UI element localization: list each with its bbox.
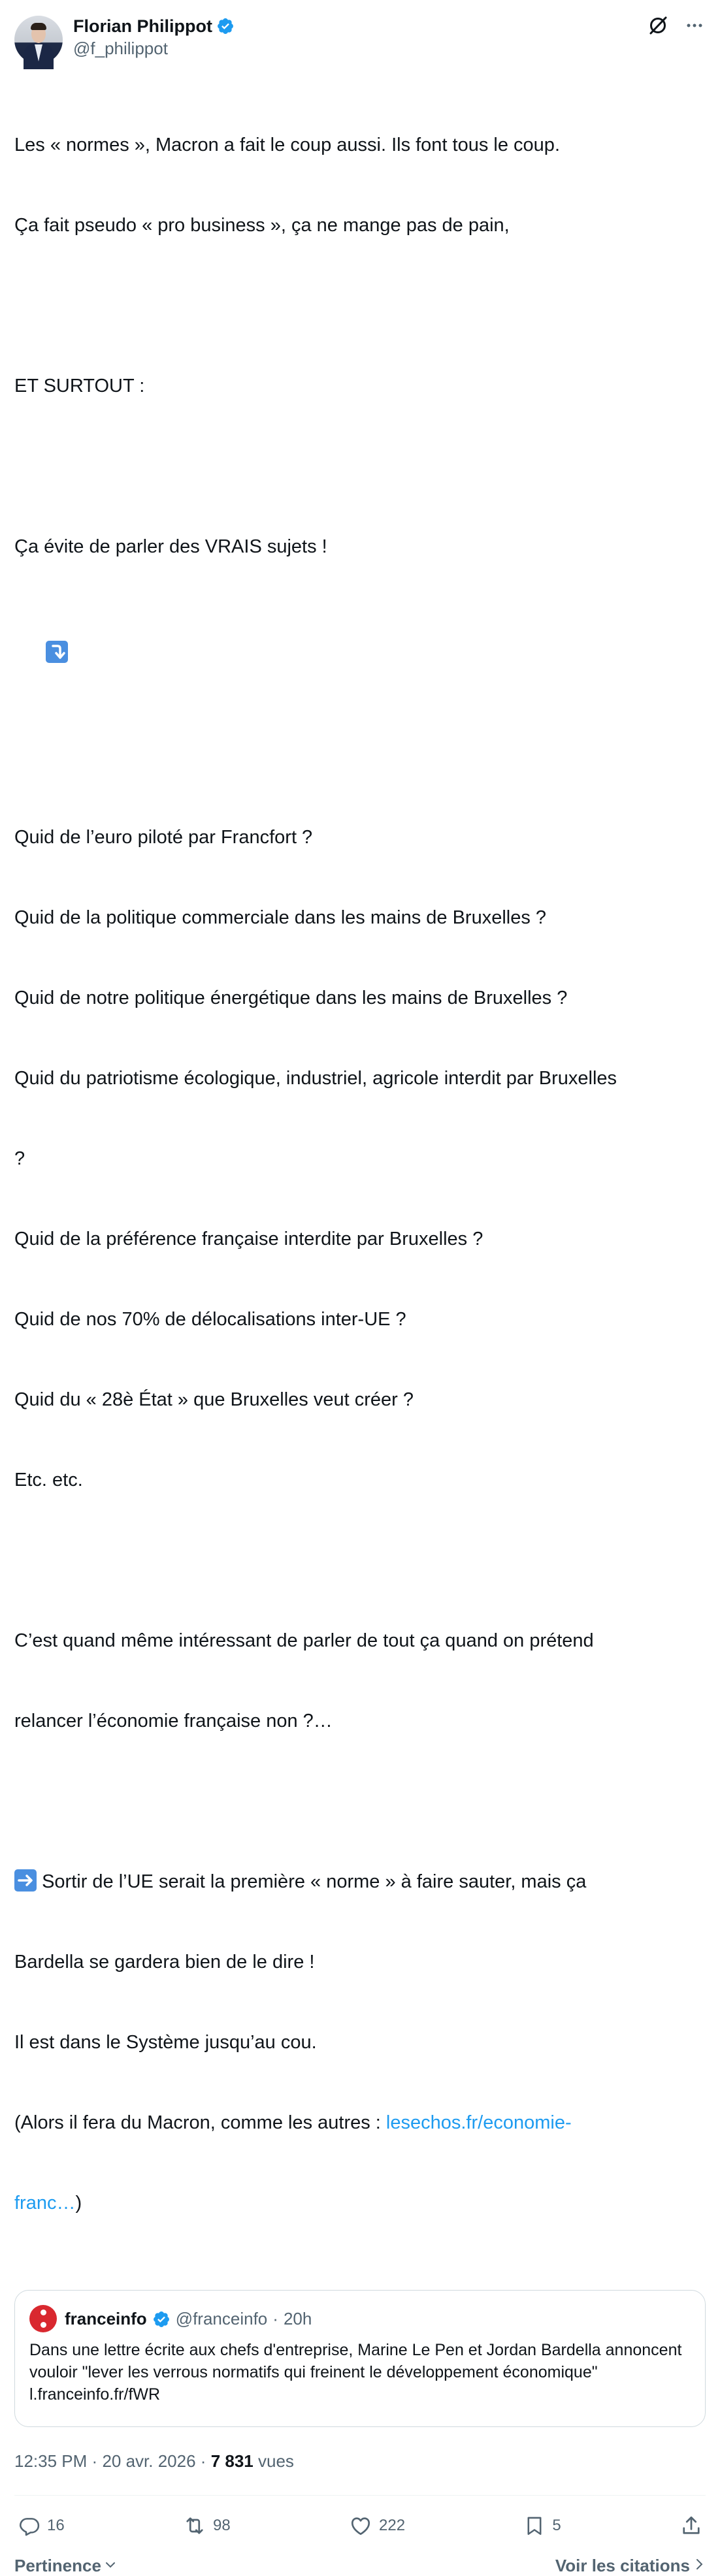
reply-sort-bar (14, 2556, 706, 2576)
tweet-line-text: ) (75, 2193, 82, 2214)
sort-dropdown[interactable] (14, 2556, 117, 2576)
tweet-line (14, 1788, 707, 1815)
views-label: vues (258, 2451, 294, 2471)
quote-text: Dans une lettre écrite aux chefs d'entreprise, Marine Le Pen et Jordan Bardella annoncent vouloir "lever les verrous normatifs qui freinent le développement économique" l.franceinfo.fr/fWR (29, 2341, 682, 2404)
arrow-right-emoji-icon (14, 1869, 37, 1892)
tweet-line (14, 1547, 707, 1574)
tweet-line: ? (14, 1148, 25, 1169)
verified-badge-icon (152, 2310, 171, 2328)
chevron-down-icon (104, 2556, 117, 2576)
grok-icon[interactable] (647, 14, 669, 37)
article-link-continued[interactable]: franc… (14, 2193, 76, 2214)
repost-count: 98 (213, 2517, 231, 2534)
tweet-time[interactable]: 12:35 PM (14, 2451, 88, 2471)
tweet-line: Ça évite de parler des VRAIS sujets ! (14, 536, 327, 557)
tweet-line: Les « normes », Macron a fait le coup aussi. Ils font tous le coup. (14, 135, 560, 155)
tweet-line: Quid de la politique commerciale dans les mains de Bruxelles ? (14, 907, 547, 928)
article-link[interactable]: lesechos.fr/economie- (385, 2112, 572, 2133)
tweet-meta (14, 2449, 706, 2473)
tweet-line: Quid du « 28è État » que Bruxelles veut créer ? (14, 1389, 414, 1410)
tweet-line: ET SURTOUT : (14, 376, 145, 396)
tweet-line (14, 453, 707, 480)
bookmark-icon (523, 2514, 546, 2537)
repost-icon (183, 2514, 206, 2537)
chevron-right-icon (693, 2556, 706, 2576)
tweet-line: Quid du patriotisme écologique, industriel, agricole interdit par Bruxelles (14, 1068, 617, 1089)
more-icon[interactable] (683, 14, 706, 37)
like-button[interactable] (349, 2514, 405, 2537)
author-handle[interactable]: @f_philippot (73, 39, 168, 58)
tweet-line-text: (Alors il fera du Macron, comme les autres : (14, 2112, 386, 2133)
tweet-line: Quid de notre politique énergétique dans les mains de Bruxelles ? (14, 988, 568, 1008)
tweet-line: C’est quand même intéressant de parler de tout ça quand on prétend (14, 1630, 594, 1651)
views-count: 7 831 (210, 2451, 254, 2471)
tweet-line: Bardella se gardera bien de le dire ! (14, 1952, 315, 1972)
tweet-line-link-end (14, 2190, 707, 2217)
share-icon (679, 2514, 703, 2537)
reply-count: 16 (47, 2517, 65, 2534)
quote-timestamp[interactable]: 20h (283, 2309, 312, 2328)
action-bar (14, 2496, 706, 2556)
repost-button[interactable] (183, 2514, 231, 2537)
tweet-line: Etc. etc. (14, 1470, 83, 1490)
header-actions (647, 14, 706, 37)
quote-header (29, 2305, 691, 2332)
bookmark-button[interactable] (523, 2514, 561, 2537)
tweet-line: Quid de la préférence française interdite par Bruxelles ? (14, 1229, 483, 1249)
tweet-line (14, 293, 707, 319)
quoted-tweet-card[interactable] (14, 2290, 706, 2427)
franceinfo-logo-icon[interactable] (29, 2305, 57, 2332)
separator-dot: · (91, 2451, 98, 2471)
separator-dot: · (272, 2309, 278, 2328)
tweet-text (14, 78, 707, 2270)
tweet-line-link (14, 2110, 707, 2136)
tweet-line-emoji (14, 614, 707, 771)
tweet-line: Ça fait pseudo « pro business », ça ne mange pas de pain, (14, 215, 510, 236)
tweet-header (14, 0, 706, 65)
sort-label: Pertinence (14, 2556, 101, 2575)
arrow-down-right-emoji-icon (46, 641, 68, 663)
reply-button[interactable] (18, 2515, 65, 2537)
view-quotes-label: Voir les citations (555, 2556, 690, 2575)
tweet-line-text: Sortir de l’UE serait la première « norme » à faire sauter, mais ça (42, 1871, 587, 1892)
share-button[interactable] (679, 2514, 703, 2537)
avatar[interactable] (14, 16, 63, 64)
view-quotes-link[interactable] (555, 2556, 706, 2576)
author-name-row[interactable] (73, 14, 235, 38)
tweet-date[interactable]: 20 avr. 2026 (102, 2451, 196, 2471)
tweet-line: Quid de l’euro piloté par Francfort ? (14, 827, 313, 848)
quote-author-name[interactable]: franceinfo (65, 2309, 147, 2328)
tweet-line-arrow (14, 1869, 707, 1895)
author-block (73, 14, 235, 59)
like-count: 222 (379, 2517, 406, 2534)
verified-badge-icon (216, 17, 235, 35)
quote-author-handle[interactable]: @franceinfo (175, 2309, 268, 2328)
author-display-name[interactable]: Florian Philippot (73, 16, 212, 36)
tweet-line: Quid de nos 70% de délocalisations inter-UE ? (14, 1309, 406, 1330)
bookmark-count: 5 (552, 2517, 561, 2534)
tweet-line: Il est dans le Système jusqu’au cou. (14, 2032, 317, 2053)
reply-icon (18, 2515, 41, 2537)
separator-dot: · (200, 2451, 206, 2471)
heart-icon (349, 2514, 372, 2537)
tweet-line: relancer l’économie française non ?… (14, 1711, 333, 1731)
